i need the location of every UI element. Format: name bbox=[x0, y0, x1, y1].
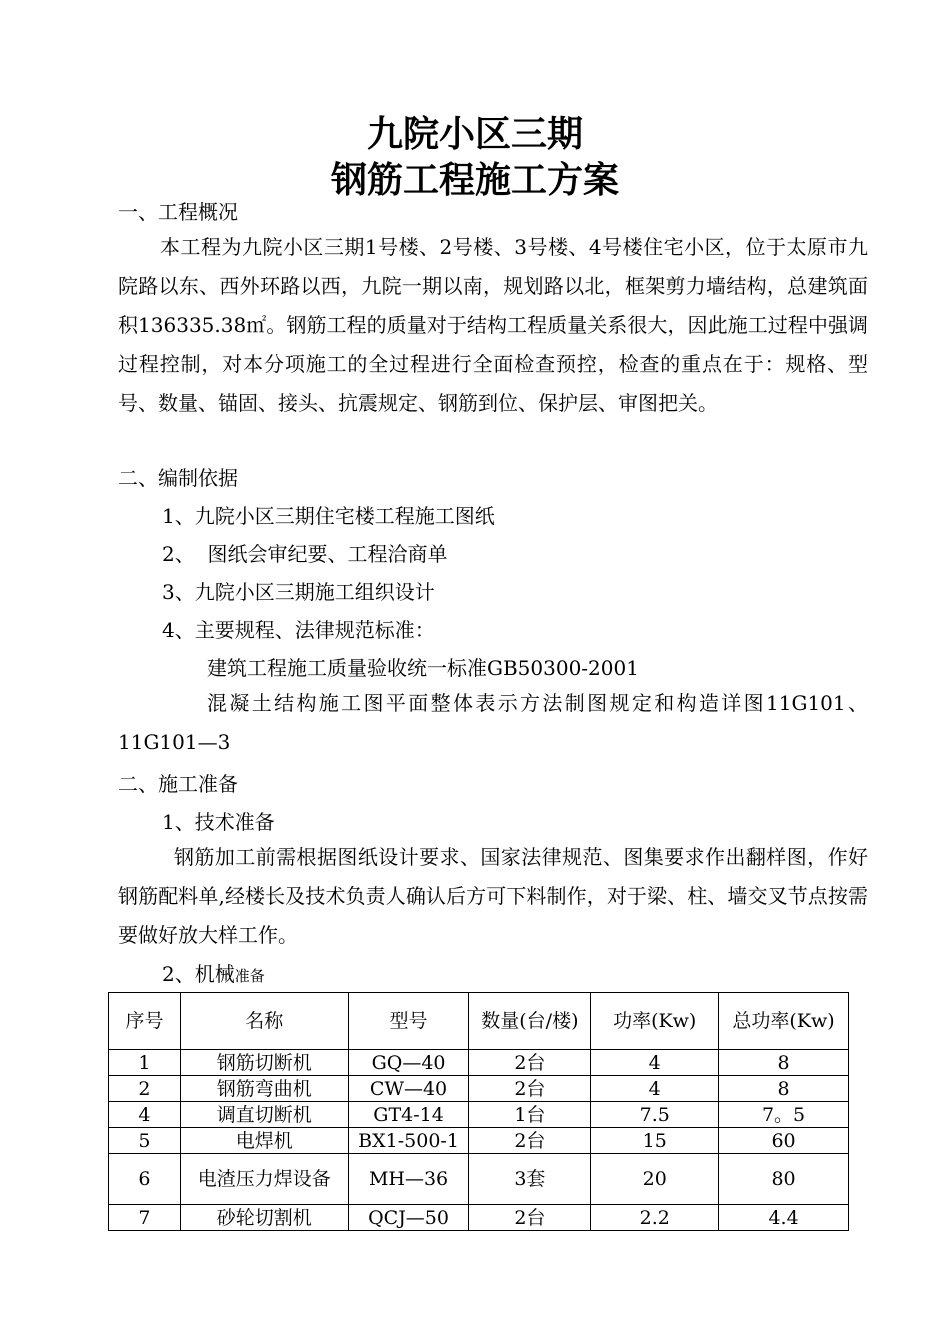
table-row bbox=[109, 1205, 849, 1231]
basis-item: 1、九院小区三期住宅楼工程施工图纸 bbox=[162, 504, 495, 528]
document-subtitle: 钢筋工程施工方案 bbox=[330, 160, 619, 201]
table-header: 总功率(Kw) bbox=[719, 993, 849, 1050]
table-row bbox=[109, 1154, 849, 1205]
basis-item: 2、 图纸会审纪要、工程洽商单 bbox=[162, 542, 448, 566]
table-cell: 7。5 bbox=[719, 1102, 849, 1128]
table-cell: 15 bbox=[591, 1128, 719, 1154]
table-header: 名称 bbox=[180, 993, 348, 1050]
table-cell: 60 bbox=[719, 1128, 849, 1154]
table-cell: 钢筋弯曲机 bbox=[180, 1076, 348, 1102]
table-cell: BX1-500-1 bbox=[348, 1128, 469, 1154]
table-cell: QCJ—50 bbox=[348, 1205, 469, 1231]
overview-paragraph: 本工程为九院小区三期1号楼、2号楼、3号楼、4号楼住宅小区，位于太原市九院路以东、西外环路以西，九院一期以南，规划路以北，框架剪力墙结构，总建筑面积136335.38㎡。钢筋工程的质量对于结构工程质量关系很大，因此施工过程中强调过程控制，对本分项施工的全过程进行全面检查预控，检查的重点在于：规格、型号、数量、锚固、接头、抗震规定、钢筋到位、保护层、审图把关。 bbox=[118, 235, 868, 415]
table-cell: 5 bbox=[109, 1128, 181, 1154]
table-header: 数量(台/楼) bbox=[469, 993, 591, 1050]
table-cell: 电渣压力焊设备 bbox=[180, 1154, 348, 1205]
table-cell: 4 bbox=[591, 1050, 719, 1076]
table-row bbox=[109, 1076, 849, 1102]
machinery-table bbox=[108, 992, 849, 1231]
section-heading-basis: 二、编制依据 bbox=[118, 466, 238, 490]
table-cell: 2台 bbox=[469, 1128, 591, 1154]
table-cell: 6 bbox=[109, 1154, 181, 1205]
table-header: 型号 bbox=[348, 993, 469, 1050]
table-cell: MH—36 bbox=[348, 1154, 469, 1205]
table-cell: 2台 bbox=[469, 1050, 591, 1076]
table-cell: 8 bbox=[719, 1076, 849, 1102]
basis-item: 4、主要规程、法律规范标准： bbox=[162, 618, 435, 642]
table-cell: 80 bbox=[719, 1154, 849, 1205]
table-cell: 4 bbox=[109, 1102, 181, 1128]
table-cell: 2 bbox=[109, 1076, 181, 1102]
standard-item: 混凝土结构施工图平面整体表示方法制图规定和构造详图11G101、11G101—3 bbox=[118, 691, 868, 754]
table-cell: 4.4 bbox=[719, 1205, 849, 1231]
table-header-row bbox=[109, 993, 849, 1050]
table-cell: 砂轮切割机 bbox=[180, 1205, 348, 1231]
table-row bbox=[109, 1102, 849, 1128]
document-title: 九院小区三期 bbox=[366, 114, 583, 155]
table-cell: 2台 bbox=[469, 1076, 591, 1102]
table-row bbox=[109, 1128, 849, 1154]
table-cell: 1台 bbox=[469, 1102, 591, 1128]
table-cell: GQ—40 bbox=[348, 1050, 469, 1076]
prep-heading-technical: 1、技术准备 bbox=[162, 810, 275, 834]
table-cell: 钢筋切断机 bbox=[180, 1050, 348, 1076]
table-row bbox=[109, 1050, 849, 1076]
prep-heading-machinery: 2、机械准备 bbox=[162, 962, 265, 986]
table-header: 功率(Kw) bbox=[591, 993, 719, 1050]
table-cell: 调直切断机 bbox=[180, 1102, 348, 1128]
table-cell: 20 bbox=[591, 1154, 719, 1205]
standard-item: 建筑工程施工质量验收统一标准GB50300-2001 bbox=[207, 656, 639, 680]
table-cell: GT4-14 bbox=[348, 1102, 469, 1128]
section-heading-preparation: 二、施工准备 bbox=[118, 772, 238, 796]
table-cell: CW—40 bbox=[348, 1076, 469, 1102]
table-cell: 8 bbox=[719, 1050, 849, 1076]
technical-prep-paragraph: 钢筋加工前需根据图纸设计要求、国家法律规范、图集要求作出翻样图，作好钢筋配料单,经楼长及技术负责人确认后方可下料制作，对于梁、柱、墙交叉节点按需要做好放大样工作。 bbox=[118, 845, 868, 947]
table-header: 序号 bbox=[109, 993, 181, 1050]
basis-item: 3、九院小区三期施工组织设计 bbox=[162, 580, 435, 604]
table-cell: 1 bbox=[109, 1050, 181, 1076]
table-cell: 3套 bbox=[469, 1154, 591, 1205]
table-cell: 7.5 bbox=[591, 1102, 719, 1128]
table-cell: 电焊机 bbox=[180, 1128, 348, 1154]
table-cell: 2台 bbox=[469, 1205, 591, 1231]
section-heading-overview: 一、工程概况 bbox=[118, 200, 238, 224]
table-cell: 2.2 bbox=[591, 1205, 719, 1231]
table-cell: 4 bbox=[591, 1076, 719, 1102]
table-cell: 7 bbox=[109, 1205, 181, 1231]
